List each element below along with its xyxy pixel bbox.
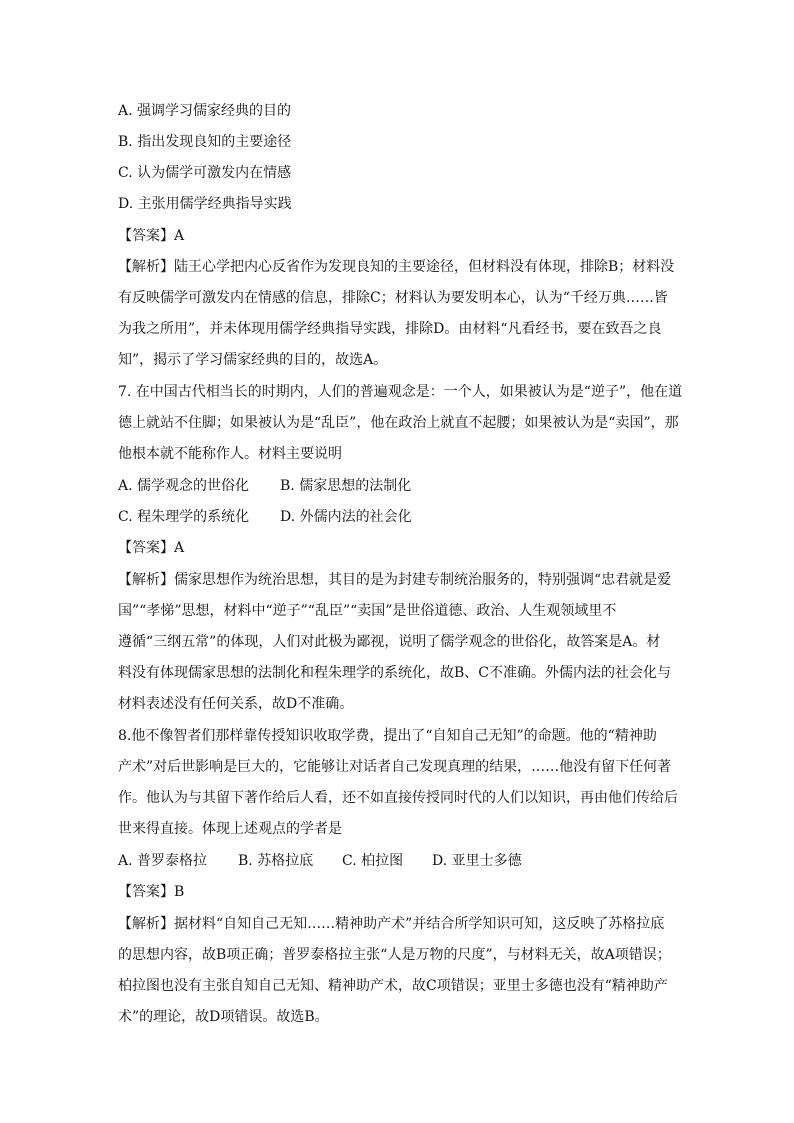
q8-stem-line: 8.他不像智者们那样靠传授知识收取学费，提出了“自知自己无知”的命题。他的“精神助 bbox=[118, 728, 657, 744]
q6-analysis-line: 为我之所用”，并未体现用儒学经典指导实践，排除D。由材料“凡看经书，要在致吾之良 bbox=[118, 321, 662, 337]
q8-options-row bbox=[118, 851, 522, 871]
q6-option-c: C. 认为儒学可激发内在情感 bbox=[118, 165, 292, 181]
q8-stem-line: 世来得直接。体现上述观点的学者是 bbox=[118, 821, 342, 837]
q7-analysis-line: 国”“孝悌”思想，材料中“逆子”“乱臣”“卖国”是世俗道德、政治、人生观领域里不 bbox=[118, 603, 617, 619]
q8-stem-line: 产术”对后世影响是巨大的，它能够让对话者自己发现真理的结果，……他没有留下任何著 bbox=[118, 759, 672, 775]
q6-analysis-line: 知”，揭示了学习儒家经典的目的，故选A。 bbox=[118, 352, 388, 368]
q7-analysis-line: 遵循“三纲五常”的体现，人们对此极为鄙视，说明了儒学观念的世俗化，故答案是A。材 bbox=[118, 634, 661, 650]
q8-option-d: D. 亚里士多德 bbox=[432, 853, 522, 869]
q7-stem-line: 他根本就不能称作人。材料主要说明 bbox=[118, 446, 342, 462]
q8-option-b: B. 苏格拉底 bbox=[238, 853, 314, 869]
q7-analysis-line: 材料表述没有任何关系，故D不准确。 bbox=[118, 696, 354, 712]
q6-analysis-line: 【解析】陆王心学把内心反省作为发现良知的主要途径，但材料没有体现，排除B；材料没 bbox=[118, 259, 675, 275]
q8-analysis-line: 柏拉图也没有主张自知自己无知、精神助产术，故C项错误；亚里士多德也没有“精神助产 bbox=[118, 978, 668, 994]
q8-stem-line: 作。他认为与其留下著作给后人看，还不如直接传授同时代的人们以知识，再由他们传给后 bbox=[118, 790, 678, 806]
q6-option-a: A. 强调学习儒家经典的目的 bbox=[118, 103, 292, 119]
q7-option-c: C. 程朱理学的系统化 bbox=[118, 509, 250, 525]
q6-option-b: B. 指出发现良知的主要途径 bbox=[118, 134, 292, 150]
q7-stem-line: 7. 在中国古代相当长的时期内，人们的普遍观念是：一个人，如果被认为是“逆子”，他在道 bbox=[118, 384, 683, 400]
q7-analysis-line: 料没有体现儒家思想的法制化和程朱理学的系统化，故B、C不准确。外儒内法的社会化与 bbox=[118, 665, 671, 681]
q7-option-a: A. 儒学观念的世俗化 bbox=[118, 478, 250, 494]
q7-analysis-line: 【解析】儒家思想作为统治思想，其目的是为封建专制统治服务的，特别强调“忠君就是爱 bbox=[118, 572, 672, 588]
q8-analysis-line: 术”的理论，故D项错误。故选B。 bbox=[118, 1009, 329, 1025]
q6-answer: 【答案】A bbox=[118, 228, 185, 244]
q8-option-a: A. 普罗泰格拉 bbox=[118, 853, 208, 869]
q7-options-row bbox=[118, 476, 411, 496]
q7-stem-line: 德上就站不住脚；如果被认为是“乱臣”，他在政治上就直不起腰；如果被认为是“卖国”，那 bbox=[118, 415, 679, 431]
q6-option-d: D. 主张用儒学经典指导实践 bbox=[118, 196, 292, 212]
q6-analysis-line: 有反映儒学可激发内在情感的信息，排除C；材料认为要发明本心，认为“千经万典……皆 bbox=[118, 290, 668, 306]
q8-analysis-line: 【解析】据材料“自知自己无知……精神助产术”并结合所学知识可知，这反映了苏格拉底 bbox=[118, 916, 665, 932]
q8-analysis-line: 的思想内容，故B项正确；普罗泰格拉主张“人是万物的尺度”，与材料无关，故A项错误； bbox=[118, 947, 671, 963]
q7-option-d: D. 外儒内法的社会化 bbox=[280, 509, 412, 525]
q7-options-row bbox=[118, 507, 412, 527]
q7-option-b: B. 儒家思想的法制化 bbox=[280, 478, 412, 494]
q8-answer: 【答案】B bbox=[118, 884, 185, 900]
q8-option-c: C. 柏拉图 bbox=[342, 853, 404, 869]
q7-answer: 【答案】A bbox=[118, 540, 185, 556]
